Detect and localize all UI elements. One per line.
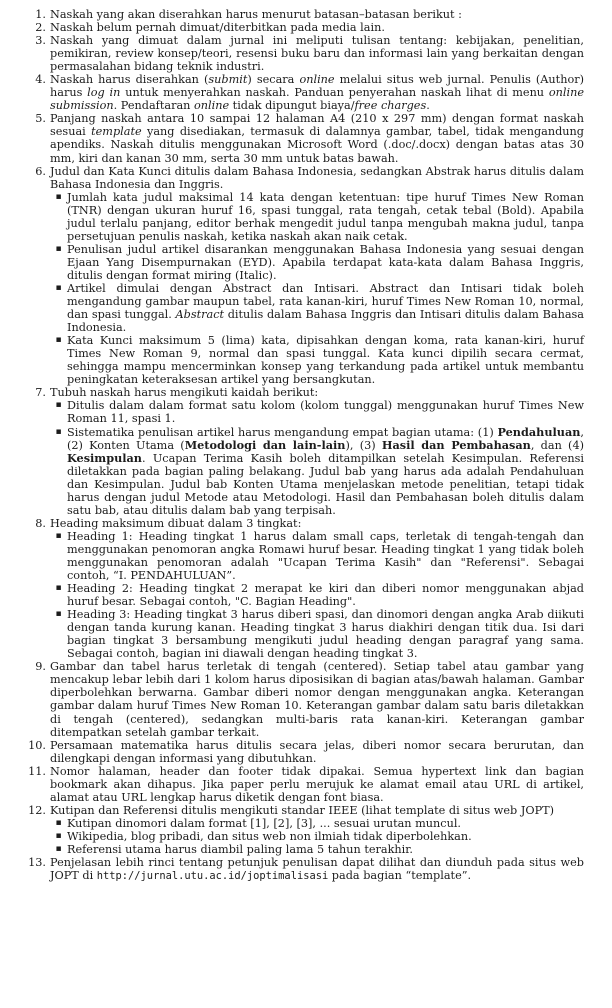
bullet-icon: ▪ xyxy=(55,426,62,437)
text-run: Kutipan dinomori dalam format [1], [2], [3], ... sesuai urutan muncul. xyxy=(67,816,462,830)
list-item-text xyxy=(50,765,584,804)
sub-list xyxy=(50,399,584,516)
guidelines-document xyxy=(28,8,584,883)
italic-text: template xyxy=(91,125,142,139)
sub-list-item-text xyxy=(67,191,584,243)
list-item xyxy=(28,739,584,765)
text-run: Heading 1: Heading tingkat 1 harus dalam small caps, terletak di tengah-tengah dan menggunakan penomoran angka Romawi huruf besar. Heading tingkat 1 yang tidak boleh menggunakan penomoran adalah "Ucapan Terima Kasih" dan "Referensi". Sebagai contoh, “I. PENDAHULUAN”. xyxy=(67,529,584,583)
bullet-icon: ▪ xyxy=(55,830,62,841)
text-run: Wikipedia, blog pribadi, dan situs web non ilmiah tidak diperbolehkan. xyxy=(67,829,472,843)
list-item-text xyxy=(50,517,584,661)
list-item xyxy=(28,765,584,804)
text-run: Heading 3: Heading tingkat 3 harus diberi spasi, dan dinomori dengan angka Arab diikuti dengan tanda kurung kanan. Heading tingkat 3 harus diakhiri dengan titik dua. Isi dari bagian tingkat 3 bersambung mengikuti judul heading dengan paragraf yang sama. Sebagai contoh, bagian ini diawali dengan heading tingkat 3. xyxy=(67,608,584,661)
text-run: Artikel dimulai dengan Abstract dan Intisari. Abstract dan Intisari tidak boleh mengandung gambar maupun tabel, rata kanan-kiri, huruf Times New Roman 10, normal, dan spasi tunggal. xyxy=(67,281,584,322)
bullet-icon: ▪ xyxy=(55,400,62,411)
list-item xyxy=(28,804,584,856)
text-run: tidak dipungut biaya/ xyxy=(229,99,355,113)
list-item-text xyxy=(50,386,584,516)
list-item-text xyxy=(50,165,584,387)
text-run: melalui situs web jurnal. Penulis (Author) harus xyxy=(50,73,584,100)
bullet-icon: ▪ xyxy=(55,609,62,620)
text-run: , (2) Konten Utama ( xyxy=(67,425,584,452)
text-run: Referensi utama harus diambil paling lama 5 tahun terakhir. xyxy=(67,843,413,856)
list-item xyxy=(28,34,584,73)
sub-list-item xyxy=(50,817,584,830)
bold-text: Kesimpulan xyxy=(67,450,142,465)
list-item-text xyxy=(50,21,584,34)
bullet-icon: ▪ xyxy=(55,817,62,828)
sub-list-item-text xyxy=(67,282,584,334)
sub-list-item-text xyxy=(67,243,584,282)
list-item-number: 10. xyxy=(28,738,46,752)
list-item-number: 1. xyxy=(35,8,46,21)
text-run: . xyxy=(426,99,430,113)
sub-list-item-text xyxy=(67,817,584,830)
list-item xyxy=(28,21,584,34)
bullet-icon: ▪ xyxy=(55,243,62,254)
text-run: Heading 2: Heading tingkat 2 merapat ke kiri dan diberi nomor menggunakan abjad huruf besar. Sebagai contoh, "C. Bagian Heading". xyxy=(67,582,584,609)
sub-list-item-text xyxy=(67,843,584,856)
text-run: Sistematika penulisan artikel harus mengandung empat bagian utama: (1) xyxy=(67,425,498,439)
list-item xyxy=(28,660,584,738)
text-run: Heading maksimum dibuat dalam 3 tingkat: xyxy=(50,516,302,530)
sub-list-item-text xyxy=(67,608,584,660)
sub-list xyxy=(50,191,584,387)
text-run: untuk menyerahkan naskah. Panduan penyerahan naskah lihat di menu xyxy=(120,86,549,100)
list-item-text xyxy=(50,34,584,73)
sub-list-item xyxy=(50,191,584,243)
text-run: Ditulis dalam dalam format satu kolom (kolom tunggal) menggunakan huruf Times New Roman 11, spasi 1. xyxy=(67,399,584,426)
list-item-text xyxy=(50,73,584,112)
text-run: Naskah harus diserahkan ( xyxy=(50,73,209,87)
bold-text: Hasil dan Pembahasan xyxy=(381,437,531,452)
sub-list xyxy=(50,817,584,856)
text-run: Persamaan matematika harus ditulis secara jelas, diberi nomor secara berurutan, dan dilengkapi dengan informasi yang dibutuhkan. xyxy=(50,738,584,765)
bold-text: Metodologi dan lain-lain xyxy=(184,437,346,452)
italic-text: online xyxy=(193,99,230,113)
list-item-text xyxy=(50,739,584,765)
url-text: http://jurnal.utu.ac.id/joptimalisasi xyxy=(96,870,329,883)
sub-list-item xyxy=(50,426,584,517)
sub-list-item-text xyxy=(67,530,584,582)
italic-text: Abstract xyxy=(175,308,225,322)
list-item-text xyxy=(50,660,584,738)
text-run: yang disediakan, termasuk di dalamnya gambar, tabel, tidak mengandung apendiks. Naskah ditulis menggunakan Microsoft Word (.doc/.docx) dengan batas atas 30 mm, kiri dan kanan 30 mm, serta 30 mm untuk batas bawah. xyxy=(50,125,584,165)
text-run: ) secara xyxy=(247,73,300,87)
text-run: Panjang naskah antara 10 sampai 12 halaman A4 (210 x 297 mm) dengan format naskah sesuai xyxy=(50,112,584,139)
bullet-icon: ▪ xyxy=(55,844,62,854)
text-run: Naskah yang dimuat dalam jurnal ini meliputi tulisan tentang: kebijakan, penelitian, pemikiran, review konsep/teori, resensi buku baru dan informasi lain yang berkaitan dengan permasalahan bidang teknik industri. xyxy=(50,34,584,74)
sub-list-item-text xyxy=(67,426,584,517)
list-item xyxy=(28,8,584,21)
text-run: Penulisan judul artikel disarankan menggunakan Bahasa Indonesia yang sesuai dengan Ejaan Yang Disempurnakan (EYD). Apabila terdapat kata-kata dalam Bahasa Inggris, ditulis dengan format miring (Italic). xyxy=(67,242,584,282)
bullet-icon: ▪ xyxy=(55,583,62,594)
text-run: ), (3) xyxy=(345,438,382,452)
text-run: ditulis dalam Bahasa Inggris dan Intisari ditulis dalam Bahasa Indonesia. xyxy=(67,308,585,335)
text-run: Gambar dan tabel harus terletak di tengah (centered). Setiap tabel atau gambar yang mencakup lebar lebih dari 1 kolom harus diposisikan di bagian atas/bawah halaman. Gambar diperbolehkan berwarna. Gambar diberi nomor dengan menggunakan angka. Keterangan gambar dalam huruf Times New Roman 10. Keterangan gambar dalam satu baris diletakkan di tengah (centered), sedangkan multi-baris rata kanan-kiri. Keterangan gambar ditempatkan setelah gambar terkait. xyxy=(50,660,584,739)
list-item-text xyxy=(50,804,584,856)
text-run: Kata Kunci maksimum 5 (lima) kata, dipisahkan dengan koma, rata kanan-kiri, huruf Times New Roman 9, normal dan spasi tunggal. Kata kunci dipilih secara cermat, sehingga mampu mencerminkan konsep yang terkandung pada artikel untuk membantu peningkatan keteraksesan artikel yang bersangkutan. xyxy=(67,334,584,387)
text-run: Penjelasan lebih rinci tentang petunjuk penulisan dapat dilihat dan diunduh pada situs web JOPT di xyxy=(50,856,584,883)
list-item-text xyxy=(50,856,584,883)
sub-list-item xyxy=(50,334,584,386)
text-run: Kutipan dan Referensi ditulis mengikuti standar IEEE (lihat template di situs web JOPT) xyxy=(50,803,555,817)
bullet-icon: ▪ xyxy=(55,191,62,202)
list-item xyxy=(28,856,584,883)
text-run: Nomor halaman, header dan footer tidak dipakai. Semua hypertext link dan bagian bookmark akan dihapus. Jika paper perlu merujuk ke alamat email atau URL di artikel, alamat atau URL lengkap harus diketik dengan font biasa. xyxy=(50,764,584,804)
sub-list-item-text xyxy=(67,399,584,425)
sub-list-item xyxy=(50,399,584,425)
list-item-number: 4. xyxy=(35,73,46,87)
list-item-number: 11. xyxy=(28,764,46,778)
sub-list-item xyxy=(50,530,584,582)
list-item xyxy=(28,517,584,661)
text-run: Naskah belum pernah dimuat/diterbitkan pada media lain. xyxy=(50,21,385,35)
list-item-number: 7. xyxy=(35,386,46,400)
sub-list-item xyxy=(50,843,584,856)
list-item-number: 13. xyxy=(28,856,46,870)
sub-list-item-text xyxy=(67,582,584,608)
list-item xyxy=(28,386,584,516)
italic-text: log in xyxy=(87,86,121,100)
bullet-icon: ▪ xyxy=(55,530,62,541)
text-run: . Ucapan Terima Kasih boleh ditampilkan setelah Kesimpulan. Referensi diletakkan pada bagian paling belakang. Judul bab yang harus ada adalah Pendahuluan dan Kesimpulan. Judul bab Konten Utama menjelaskan metode penelitian, tetapi tidak harus dengan judul Metode atau Metodologi. Hasil dan Pembahasan boleh ditulis dalam satu bab, atau ditulis dalam bab yang terpisah. xyxy=(67,451,584,517)
italic-text: submit xyxy=(208,73,248,87)
sub-list-item xyxy=(50,582,584,608)
text-run: Judul dan Kata Kunci ditulis dalam Bahasa Indonesia, sedangkan Abstrak harus ditulis dalam Bahasa Indonesia dan Inggris. xyxy=(50,164,584,191)
text-run: pada bagian “template”. xyxy=(328,869,472,883)
sub-list-item xyxy=(50,608,584,660)
list-item-number: 3. xyxy=(35,34,46,48)
bullet-icon: ▪ xyxy=(55,335,62,346)
sub-list-item xyxy=(50,282,584,334)
list-item-text xyxy=(50,8,584,21)
list-item-number: 8. xyxy=(35,516,46,530)
italic-text: online xyxy=(299,73,335,87)
text-run: , dan (4) xyxy=(530,438,584,452)
sub-list-item-text xyxy=(67,830,584,843)
list-item-text xyxy=(50,112,584,164)
list-item-number: 9. xyxy=(35,660,46,674)
text-run: Naskah yang akan diserahkan harus menurut batasan–batasan berikut : xyxy=(50,8,462,21)
list-item-number: 2. xyxy=(35,21,46,35)
list-item xyxy=(28,165,584,387)
sub-list-item xyxy=(50,830,584,843)
list-item-number: 5. xyxy=(35,112,46,126)
list-item-number: 6. xyxy=(35,164,46,178)
text-run: . Pendaftaran xyxy=(113,99,194,113)
list-item-number: 12. xyxy=(28,803,46,817)
bold-text: Pendahuluan xyxy=(497,424,581,439)
sub-list-item-text xyxy=(67,334,584,386)
list-item xyxy=(28,73,584,112)
text-run: Tubuh naskah harus mengikuti kaidah berikut: xyxy=(50,386,319,400)
text-run: Jumlah kata judul maksimal 14 kata dengan ketentuan: tipe huruf Times New Roman (TNR) dengan ukuran huruf 16, spasi tunggal, rata tengah, cetak tebal (Bold). Apabila judul terlalu panjang, editor berhak mengedit judul tanpa mengubah makna judul, tanpa persetujuan penulis naskah, ketika naskah akan naik cetak. xyxy=(67,190,584,243)
list-item xyxy=(28,112,584,164)
sub-list xyxy=(50,530,584,660)
bullet-icon: ▪ xyxy=(55,282,62,293)
italic-text: online submission xyxy=(50,86,584,113)
italic-text: free charges xyxy=(354,99,427,113)
sub-list-item xyxy=(50,243,584,282)
